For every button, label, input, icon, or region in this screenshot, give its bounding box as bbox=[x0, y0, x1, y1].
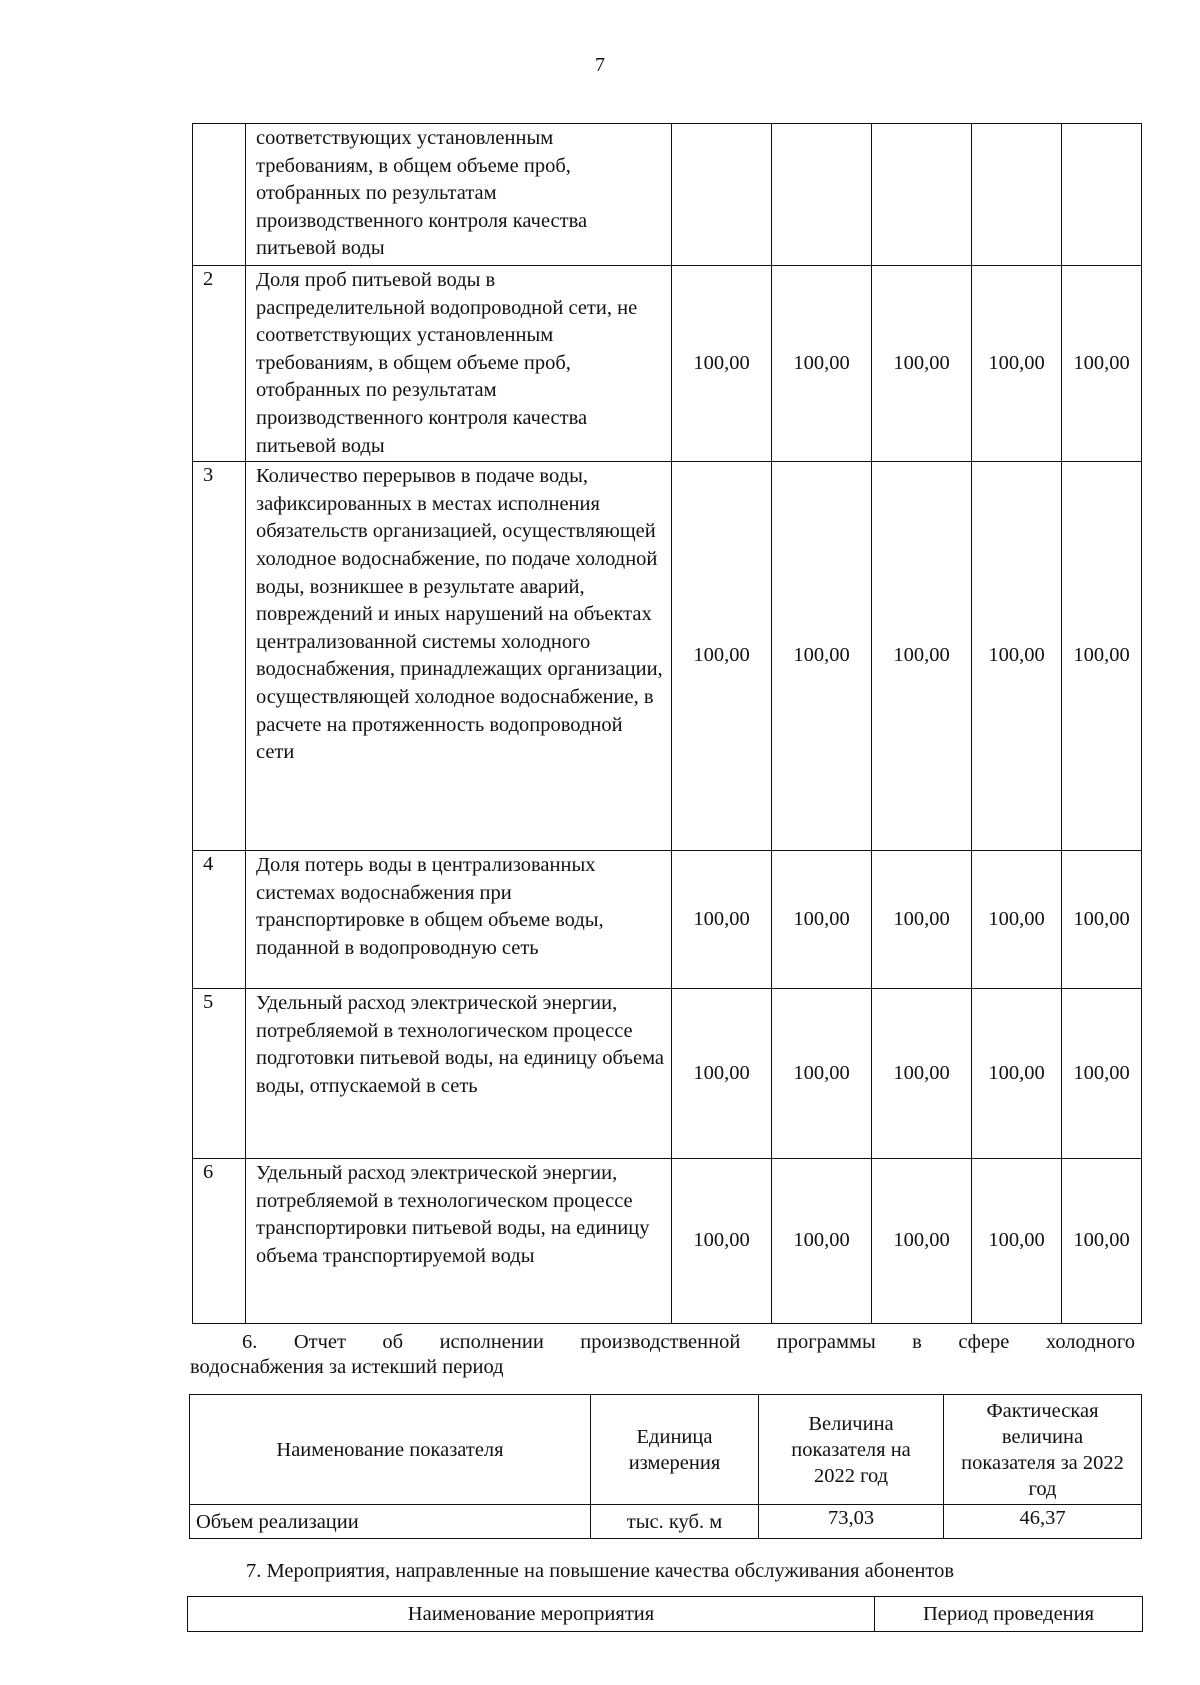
indicator-description: Доля потерь воды в централизованных системах водоснабжения при транспортировке в общем объеме воды, поданной в водопроводную сеть bbox=[246, 851, 672, 989]
indicator-value: 100,00 bbox=[772, 1159, 872, 1324]
row-number: 4 bbox=[193, 851, 246, 989]
table-row bbox=[193, 266, 1142, 462]
indicator-description: Количество перерывов в подаче воды, зафиксированных в местах исполнения обязательств организацией, осуществляющей холодное водоснабжение, по подаче холодной воды, возникшее в результате аварий, повреждений и иных нарушений на объектах централизованной системы холодного водоснабжения, принадлежащих организации, осуществляющей холодное водоснабжение, в расчете на протяженность водопроводной сети bbox=[246, 462, 672, 851]
indicator-value: 100,00 bbox=[672, 989, 772, 1159]
row-actual-value: 46,37 bbox=[944, 1505, 1142, 1539]
indicator-value: 100,00 bbox=[672, 851, 772, 989]
indicator-value: 100,00 bbox=[672, 462, 772, 851]
indicator-value: 100,00 bbox=[872, 266, 972, 462]
row-number bbox=[193, 124, 246, 266]
indicator-value: 100,00 bbox=[1062, 989, 1142, 1159]
section-7-heading: 7. Мероприятия, направленные на повышение качества обслуживания абонентов bbox=[245, 1560, 955, 1582]
row-number: 5 bbox=[193, 989, 246, 1159]
row-planned-value: 73,03 bbox=[759, 1505, 944, 1539]
report-table-row bbox=[190, 1505, 1142, 1539]
indicator-value: 100,00 bbox=[872, 851, 972, 989]
indicator-value: 100,00 bbox=[672, 266, 772, 462]
row-unit: тыс. куб. м bbox=[591, 1505, 759, 1539]
page-number: 7 bbox=[595, 54, 605, 76]
indicator-value: 100,00 bbox=[1062, 266, 1142, 462]
row-number: 6 bbox=[193, 1159, 246, 1324]
indicator-value: 100,00 bbox=[672, 1159, 772, 1324]
section-6-line-2: водоснабжения за истекший период bbox=[190, 1356, 504, 1378]
indicator-value: 100,00 bbox=[772, 462, 872, 851]
header-period: Период проведения bbox=[875, 1597, 1143, 1632]
row-number: 3 bbox=[193, 462, 246, 851]
header-indicator-name: Наименование показателя bbox=[190, 1395, 591, 1505]
measures-table-header-row bbox=[188, 1597, 1143, 1632]
indicator-value bbox=[772, 124, 872, 266]
row-indicator-name: Объем реализации bbox=[190, 1505, 591, 1539]
section-6-line-1: 6. Отчет об исполнении производственной программы в сфере холодного bbox=[242, 1331, 1135, 1353]
indicator-description: Удельный расход электрической энергии, потребляемой в технологическом процессе подготовки питьевой воды, на единицу объема воды, отпускаемой в сеть bbox=[246, 989, 672, 1159]
indicator-value: 100,00 bbox=[872, 462, 972, 851]
table-row bbox=[193, 462, 1142, 851]
report-table bbox=[189, 1394, 1142, 1539]
table-row bbox=[193, 851, 1142, 989]
indicator-value: 100,00 bbox=[772, 266, 872, 462]
indicator-value: 100,00 bbox=[972, 1159, 1062, 1324]
report-table-header-row bbox=[190, 1395, 1142, 1505]
header-measure-name: Наименование мероприятия bbox=[188, 1597, 875, 1632]
row-number: 2 bbox=[193, 266, 246, 462]
table-row bbox=[193, 124, 1142, 266]
indicator-value bbox=[872, 124, 972, 266]
table-row bbox=[193, 1159, 1142, 1324]
indicator-value: 100,00 bbox=[972, 851, 1062, 989]
indicator-value: 100,00 bbox=[772, 851, 872, 989]
indicator-value: 100,00 bbox=[1062, 1159, 1142, 1324]
indicator-description: Доля проб питьевой воды в распределительной водопроводной сети, не соответствующих установленным требованиям, в общем объеме проб, отобранных по результатам производственного контроля качества питьевой воды bbox=[246, 266, 672, 462]
indicator-value bbox=[672, 124, 772, 266]
indicator-value: 100,00 bbox=[972, 462, 1062, 851]
indicator-description: соответствующих установленным требованиям, в общем объеме проб, отобранных по результатам производственного контроля качества питьевой воды bbox=[246, 124, 672, 266]
indicator-value: 100,00 bbox=[1062, 851, 1142, 989]
header-unit: Единица измерения bbox=[591, 1395, 759, 1505]
indicator-description: Удельный расход электрической энергии, потребляемой в технологическом процессе транспортировки питьевой воды, на единицу объема транспортируемой воды bbox=[246, 1159, 672, 1324]
indicators-table bbox=[192, 123, 1142, 1324]
indicator-value: 100,00 bbox=[972, 266, 1062, 462]
indicator-value bbox=[972, 124, 1062, 266]
indicator-value bbox=[1062, 124, 1142, 266]
table-row bbox=[193, 989, 1142, 1159]
measures-table bbox=[187, 1596, 1143, 1632]
indicator-value: 100,00 bbox=[772, 989, 872, 1159]
section-6-heading bbox=[190, 1330, 1135, 1380]
header-actual-value: Фактическая величина показателя за 2022 год bbox=[944, 1395, 1142, 1505]
indicator-value: 100,00 bbox=[1062, 462, 1142, 851]
header-planned-value: Величина показателя на 2022 год bbox=[759, 1395, 944, 1505]
indicator-value: 100,00 bbox=[972, 989, 1062, 1159]
indicator-value: 100,00 bbox=[872, 1159, 972, 1324]
indicator-value: 100,00 bbox=[872, 989, 972, 1159]
